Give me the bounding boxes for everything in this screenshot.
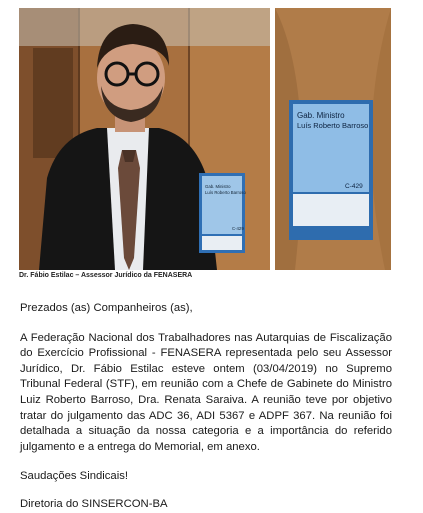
sign-large-number: C-429: [345, 183, 363, 190]
greeting: Prezados (as) Companheiros (as),: [20, 302, 193, 314]
sign-large-line1: Gab. Ministro: [297, 111, 345, 120]
photo-caption: Dr. Fábio Estilac – Assessor Jurídico da FENASERA: [19, 272, 193, 279]
letter-body: [20, 301, 392, 513]
photo-right-illustration: [275, 8, 391, 270]
photo-left-illustration: [19, 8, 270, 270]
photo-man-beside-sign: [19, 8, 270, 270]
body-paragraph: A Federação Nacional dos Trabalhadores nas Autarquias de Fiscalização do Exercício Profissional - FENASERA representada pelo seu Assessor Jurídico, Dr. Fábio Estilac esteve ontem (03/04/2019) no Supremo Tribunal Federal (STF), em reunião com a Chefe de Gabinete do Ministro Luiz Roberto Barroso, Dra. Renata Saraiva. A reunião teve por objetivo tratar do julgamento das ADC 36, ADI 5367 e ADPF 367. Na reunião foi detalhada a situação da nossa categoria e a importância do referido julgamento e a entrega do Memorial, em anexo.: [20, 331, 392, 453]
sign-large-line2: Luís Roberto Barroso: [297, 121, 369, 130]
sign-small-line1: Gab. Ministro: [205, 184, 231, 189]
signature: Diretoria do SINSERCON-BA: [20, 497, 168, 510]
photo-office-sign: [275, 8, 391, 270]
closing: Saudações Sindicais!: [20, 470, 129, 483]
sign-small-number: C-429: [232, 226, 244, 231]
photo-collage: [19, 8, 391, 270]
sign-small-line2: Luís Roberto Barroso: [205, 190, 246, 195]
